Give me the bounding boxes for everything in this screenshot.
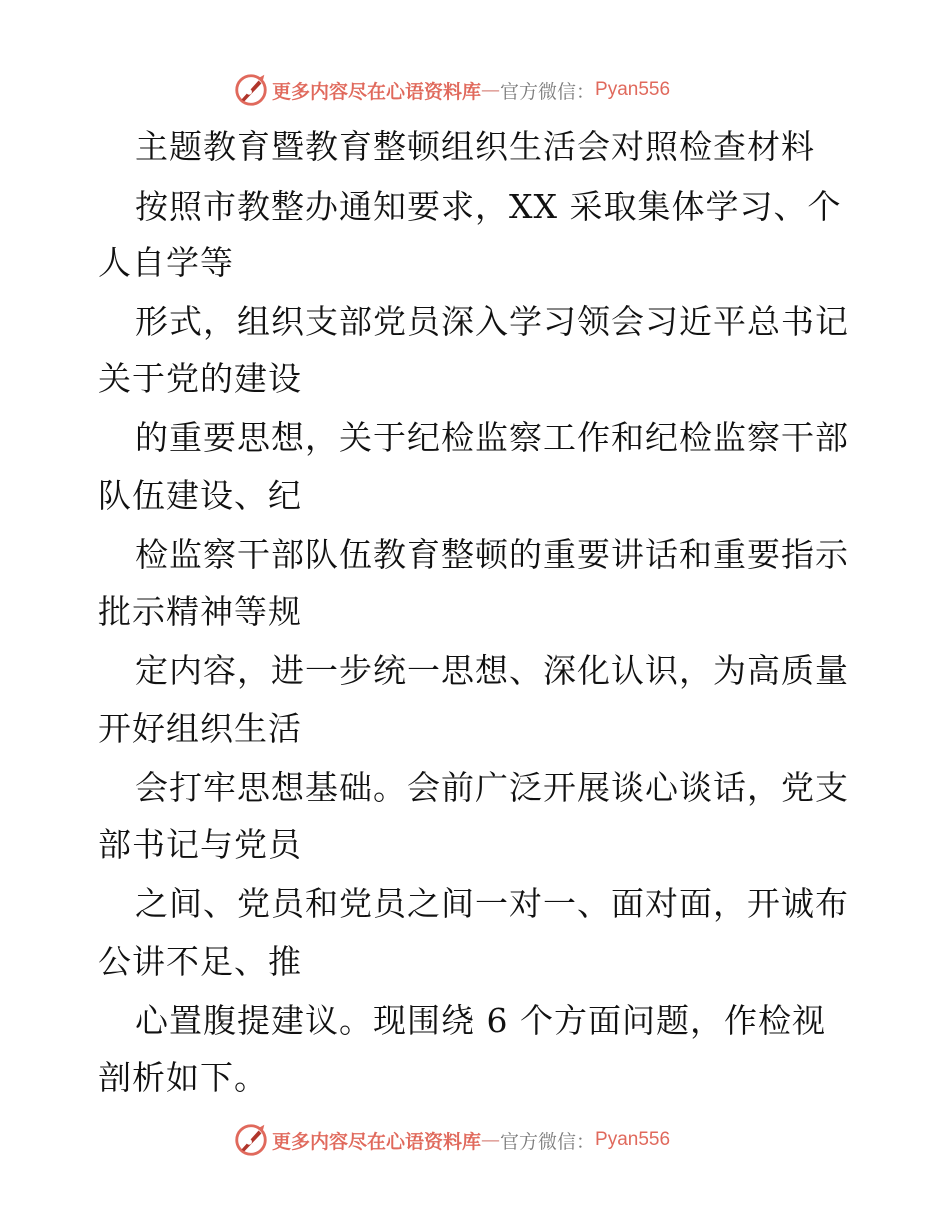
body-line: 检监察干部队伍教育整顿的重要讲话和重要指示 <box>135 535 849 574</box>
body-line: 形式，组织支部党员深入学习领会习近平总书记 <box>135 302 849 341</box>
quill-pen-logo-icon <box>232 71 270 109</box>
watermark-wechat-id: Pyan556 <box>595 79 671 100</box>
body-line: 会打牢思想基础。会前广泛开展谈心谈话，党支 <box>135 768 849 807</box>
body-line: 队伍建设、纪 <box>98 476 302 515</box>
watermark-footer <box>232 1120 670 1160</box>
body-line: 开好组织生活 <box>98 709 302 748</box>
body-line: 按照市教整办通知要求，XX 采取集体学习、个 <box>135 187 842 226</box>
body-line: 心置腹提建议。现围绕 6 个方面问题，作检视 <box>135 1001 826 1040</box>
watermark-wechat-label: 官方微信： <box>500 80 596 103</box>
body-line: 的重要思想，关于纪检监察工作和纪检监察干部 <box>135 418 849 457</box>
document-title: 主题教育暨教育整顿组织生活会对照检查材料 <box>135 127 815 166</box>
body-line: 关于党的建设 <box>98 359 302 398</box>
watermark-separator: — <box>481 79 501 101</box>
body-line: 批示精神等规 <box>98 592 302 631</box>
body-line: 部书记与党员 <box>98 825 302 864</box>
watermark-site-text: 更多内容尽在心语资料库 <box>272 1130 482 1153</box>
watermark-wechat-id: Pyan556 <box>595 1129 671 1150</box>
body-line: 之间、党员和党员之间一对一、面对面，开诚布 <box>135 884 849 923</box>
body-line: 剖析如下。 <box>98 1058 268 1097</box>
quill-pen-logo-icon <box>232 1121 270 1159</box>
body-line: 人自学等 <box>98 243 234 282</box>
body-line: 定内容，进一步统一思想、深化认识，为高质量 <box>135 651 849 690</box>
watermark-header <box>232 70 670 110</box>
watermark-wechat-label: 官方微信： <box>500 1130 596 1153</box>
body-line: 公讲不足、推 <box>98 942 302 981</box>
watermark-site-text: 更多内容尽在心语资料库 <box>272 80 482 103</box>
watermark-separator: — <box>481 1129 501 1151</box>
